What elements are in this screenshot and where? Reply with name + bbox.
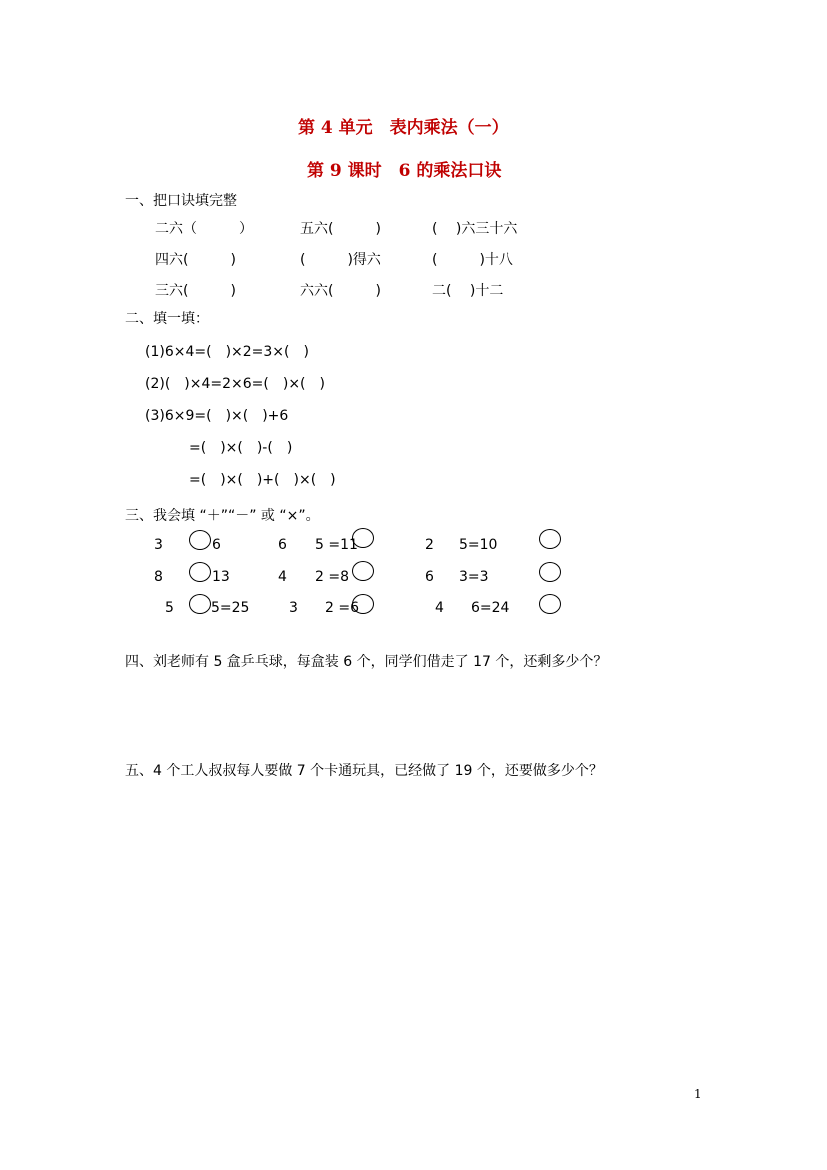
equation-line: =( )×( )+( )×( ) [189,472,336,488]
operand: 5 =11 [315,537,358,553]
section2-heading: 二、填一填： [125,311,209,327]
word-problem-4: 四、刘老师有 5 盒乒乓球，每盒装 6 个，同学们借走了 17 个，还剩多少个？ [125,654,608,670]
operator-circle[interactable] [189,594,211,614]
operator-circle[interactable] [189,562,211,582]
operand: 8 [154,569,163,585]
section1-heading: 一、把口诀填完整 [125,193,237,209]
operand: 13 [212,569,230,585]
operand: 5 [165,600,174,616]
section3-heading: 三、我会填 “＋”“－” 或 “×”。 [125,508,320,524]
operator-circle[interactable] [539,562,561,582]
equation-line: =( )×( )-( ) [189,440,293,456]
operator-circle[interactable] [352,594,374,614]
word-problem-5: 五、4 个工人叔叔每人要做 7 个卡通玩具，已经做了 19 个，还要做多少个？ [125,763,603,779]
equation-line: (2)( )×4=2×6=( )×( ) [145,376,325,392]
mnemonic-blank: 五六( ) [300,221,381,237]
mnemonic-blank: 四六( ) [155,252,236,268]
operand: 3 [289,600,298,616]
lesson-title: 第 9 课时 6 的乘法口诀 [307,161,502,181]
equation-line: (3)6×9=( )×( )+6 [145,408,289,424]
operand: 5=10 [459,537,498,553]
page-number: 1 [694,1087,702,1101]
operator-circle[interactable] [539,594,561,614]
operand: 2 =8 [315,569,349,585]
mnemonic-blank: 六六( ) [300,283,381,299]
unit-title: 第 4 单元 表内乘法（一） [298,118,509,138]
mnemonic-blank: ( )六三十六 [432,221,518,237]
operand: 3=3 [459,569,489,585]
operand: 4 [435,600,444,616]
operand: 3 [154,537,163,553]
equation-line: (1)6×4=( )×2=3×( ) [145,344,309,360]
operand: 6 [278,537,287,553]
mnemonic-blank: ( )得六 [300,252,381,268]
operator-circle[interactable] [189,530,211,550]
operand: 6 [425,569,434,585]
operator-circle[interactable] [352,561,374,581]
mnemonic-blank: ( )十八 [432,252,513,268]
mnemonic-blank: 二六（ ） [155,221,253,237]
mnemonic-blank: 三六( ) [155,283,236,299]
operand: 2 [425,537,434,553]
operand: 6=24 [471,600,510,616]
operator-circle[interactable] [352,528,374,548]
mnemonic-blank: 二( )十二 [432,283,504,299]
operand: 4 [278,569,287,585]
operand: 5=25 [211,600,250,616]
operand: 6 [212,537,221,553]
operator-circle[interactable] [539,529,561,549]
operand: 2 =6 [325,600,359,616]
